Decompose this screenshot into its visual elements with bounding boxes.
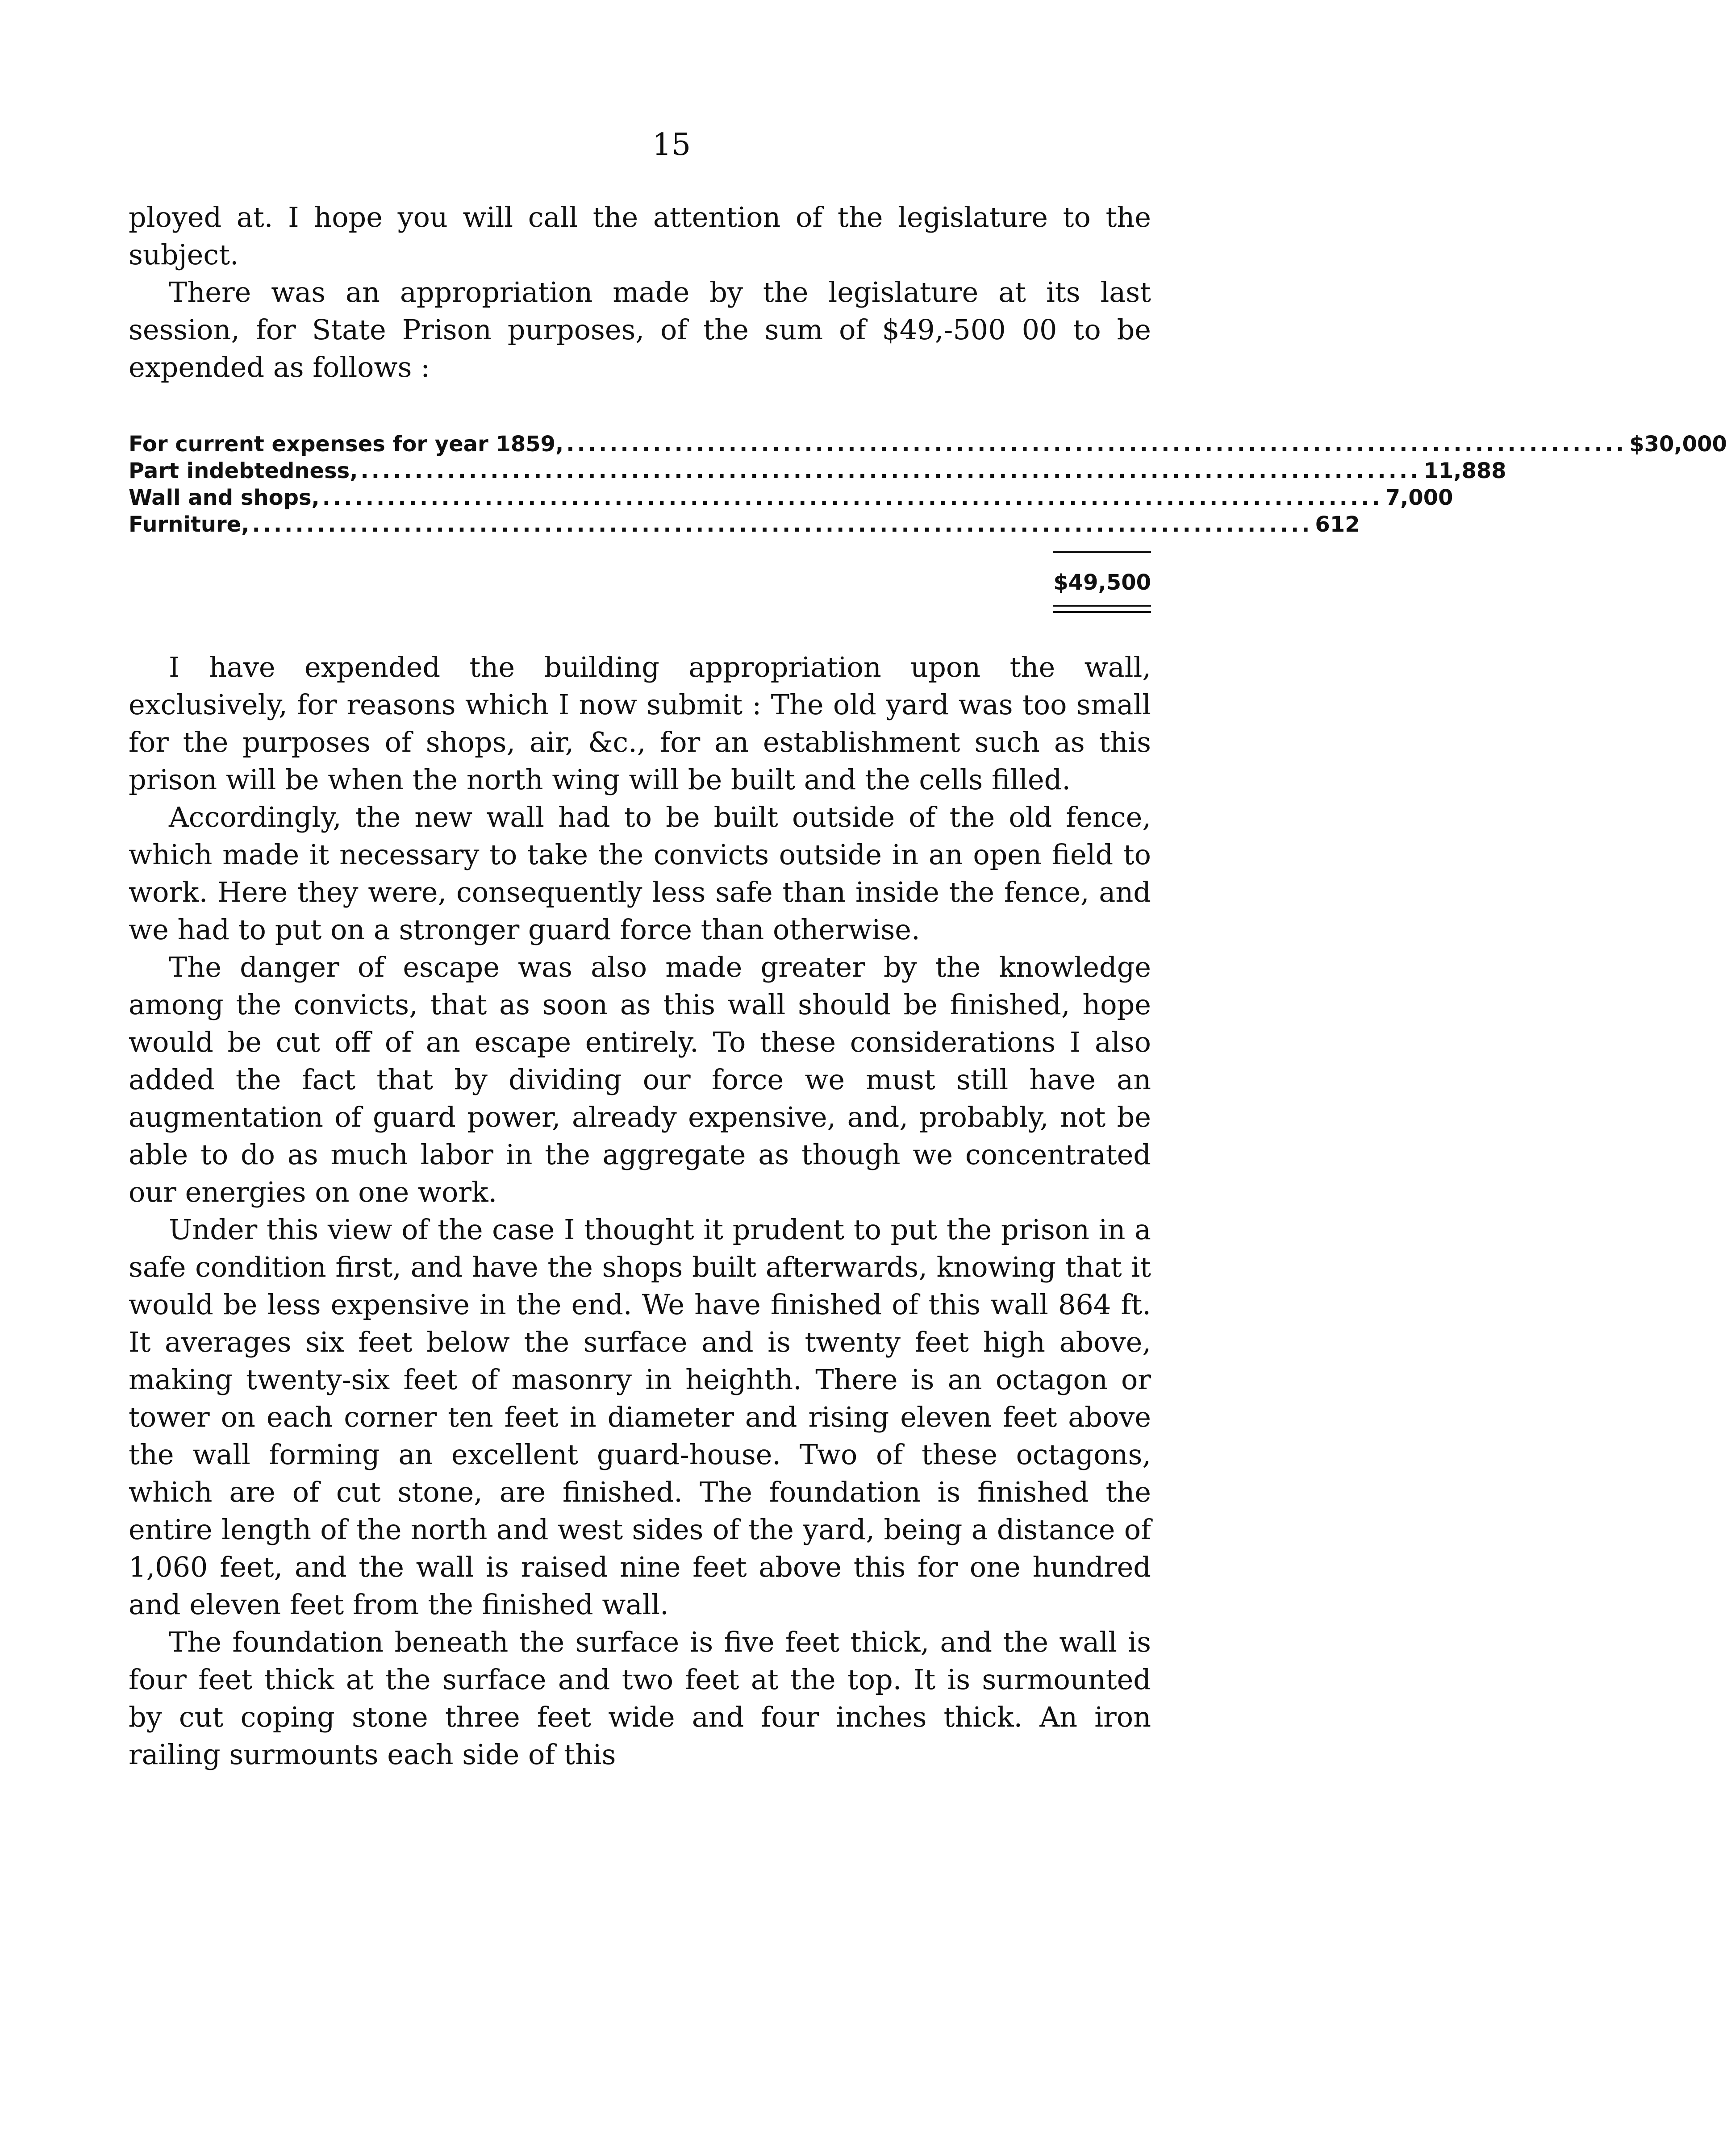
ledger-amount: $30,000 [1629, 432, 1727, 457]
ledger-row [129, 511, 1360, 538]
ledger-total [1053, 551, 1151, 613]
leader-dots: .................................................................................................. [252, 512, 1313, 537]
leader-dots: .................................................................................................. [566, 432, 1627, 457]
paragraph: Accordingly, the new wall had to be built outside of the old fence, which made it necessary to take the convicts outside in an open field to work. Here they were, consequently less safe than inside the fence, and we had to put on a stronger guard force than otherwise. [129, 801, 1151, 946]
ledger-row [129, 484, 1453, 511]
ledger-label: Wall and shops, [129, 485, 320, 510]
ledger-total-amount: $49,500 [1053, 570, 1151, 595]
ledger-row [129, 458, 1506, 484]
ledger-label: For current expenses for year 1859, [129, 432, 564, 457]
leader-dots: .................................................................................................. [322, 485, 1383, 510]
ledger-amount: 11,888 [1423, 458, 1506, 483]
appropriation-ledger [129, 431, 1727, 613]
ledger-amount: 7,000 [1385, 485, 1453, 510]
page-number: 15 [652, 127, 691, 162]
ledger-label: Furniture, [129, 512, 250, 537]
leader-dots: .................................................................................................. [360, 458, 1421, 483]
paragraph: The danger of escape was also made greater by the knowledge among the convicts, that as soon as this wall should be finished, hope would be cut off of an escape entirely. To these considerations I also added the fact that by dividing our force we must still have an augmentation of guard power, already expensive, and, probably, not be able to do as much labor in the aggregate as though we concentrated our energies on one work. [129, 951, 1151, 1208]
paragraph: ployed at. I hope you will call the attention of the legislature to the subject. [129, 201, 1151, 271]
ledger-label: Part indebtedness, [129, 458, 358, 483]
ledger-amount: 612 [1315, 512, 1360, 537]
paragraph: There was an appropriation made by the legislature at its last session, for State Prison purposes, of the sum of $49,-500 00 to be expended as follows : [129, 276, 1151, 383]
paragraph: I have expended the building appropriation upon the wall, exclusively, for reasons which I now submit : The old yard was too small for the purposes of shops, air, &c., for an establishment such as this prison will be when the north wing will be built and the cells filled. [129, 651, 1151, 796]
body-text [129, 199, 1727, 1773]
paragraph: The foundation beneath the surface is five feet thick, and the wall is four feet thick at the surface and two feet at the top. It is surmounted by cut coping stone three feet wide and four inches thick. An iron railing surmounts each side of this [129, 1626, 1151, 1771]
double-rule [1053, 605, 1151, 613]
ledger-row [129, 431, 1727, 458]
paragraphs-after [129, 649, 1151, 1773]
paragraph: Under this view of the case I thought it prudent to put the prison in a safe condition first, and have the shops built afterwards, knowing that it would be less expensive in the end. We have finished of this wall 864 ft. It averages six feet below the surface and is twenty feet high above, making twenty-six feet of masonry in heighth. There is an octagon or tower on each corner ten feet in diameter and rising eleven feet above the wall forming an excellent guard-house. Two of these octagons, which are of cut stone, are finished. The foundation is finished the entire length of the north and west sides of the yard, being a distance of 1,060 feet, and the wall is raised nine feet above this for one hundred and eleven feet from the finished wall. [129, 1213, 1151, 1621]
